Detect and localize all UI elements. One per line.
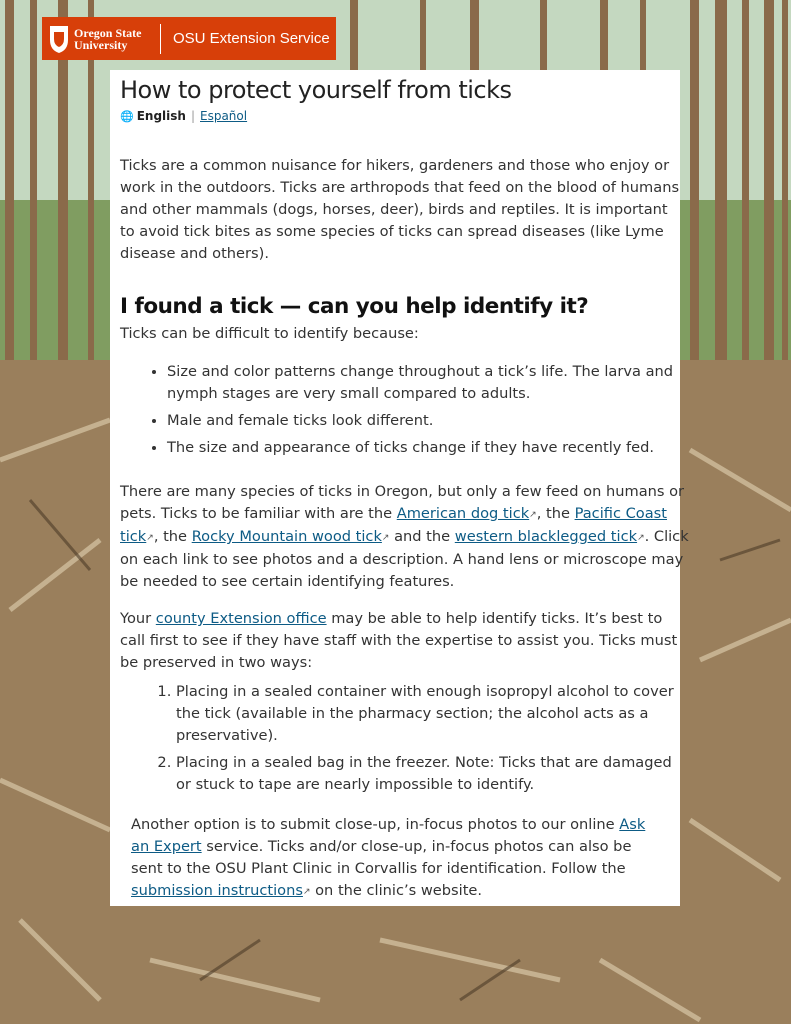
american-dog-tick-link[interactable]: American dog tick xyxy=(396,505,530,522)
ask-an-expert-link[interactable]: Ask an Expert xyxy=(131,816,646,855)
text-segment: Another option is to submit close-up, in-focus photos to our online xyxy=(131,816,620,833)
osu-header-bar[interactable] xyxy=(42,17,336,60)
language-separator: | xyxy=(190,109,195,123)
pacific-coast-tick-link[interactable]: Pacific Coast tick xyxy=(120,505,668,545)
text-segment: and the xyxy=(389,528,455,545)
submission-instructions-link[interactable]: submission instructions xyxy=(131,882,303,899)
page-title: How to protect yourself from ticks xyxy=(120,76,512,104)
section-heading: I found a tick — can you help identify it? xyxy=(120,294,589,319)
county-extension-office-link[interactable]: county Extension office xyxy=(155,610,327,627)
text-segment: . Click on each link to see photos and a description. A hand lens or microscope may be needed to see certain identifying features. xyxy=(120,528,689,590)
spanish-language-link[interactable]: Español xyxy=(200,109,248,123)
text-segment: , the xyxy=(536,505,575,522)
text-segment: may be able to help identify ticks. It’s best to call first to see if they have staff with the expertise to assist you. Ticks must be preserved in two ways: xyxy=(120,610,678,671)
header-divider xyxy=(160,24,161,54)
county-paragraph xyxy=(120,608,680,674)
rocky-mountain-wood-tick-link[interactable]: Rocky Mountain wood tick xyxy=(191,528,382,545)
list-item: 2. Placing in a sealed bag in the freezer. Note: Ticks that are damaged or stuck to tape are nearly impossible to identify. xyxy=(176,752,675,796)
article-card xyxy=(110,70,689,906)
language-switcher xyxy=(120,109,247,123)
osu-shield-icon xyxy=(48,24,70,54)
logo-line-2: University xyxy=(74,37,128,52)
external-link-icon: ↗ xyxy=(637,533,645,543)
species-paragraph xyxy=(120,481,690,593)
identification-bullets xyxy=(120,361,675,464)
current-language: English xyxy=(136,109,186,123)
text-segment: There are many species of ticks in Oregon, but only a few feed on humans or pets. Ticks to be familiar with are the xyxy=(120,483,685,522)
text-segment: on the clinic’s website. xyxy=(310,882,483,899)
list-item: • Size and color patterns change throughout a tick’s life. The larva and nymph stages are very small compared to adults. xyxy=(167,361,675,405)
lead-paragraph: Ticks can be difficult to identify because: xyxy=(120,325,419,342)
external-link-icon: ↗ xyxy=(529,510,537,520)
globe-icon: 🌐 xyxy=(120,109,134,123)
text-segment: Your xyxy=(120,610,156,627)
external-link-icon: ↗ xyxy=(381,533,390,543)
text-segment: service. Ticks and/or close-up, in-focus photos can also be sent to the OSU Plant Clinic in Corvallis for identification. Follow the xyxy=(131,838,632,877)
intro-paragraph: Ticks are a common nuisance for hikers, gardeners and those who enjoy or work in the outdoors. Ticks are arthropods that feed on the blood of humans and other mammals (dogs, horses, deer), birds and reptiles. It is important to avoid tick bites as some species of ticks can spread diseases (like Lyme disease and others). xyxy=(120,157,680,262)
western-blacklegged-tick-link[interactable]: western blacklegged tick xyxy=(454,528,638,545)
external-link-icon: ↗ xyxy=(146,533,154,543)
another-option-paragraph xyxy=(131,814,661,903)
list-item: • The size and appearance of ticks change if they have recently fed. xyxy=(167,437,675,459)
text-segment: , the xyxy=(153,528,192,545)
list-item: • Male and female ticks look different. xyxy=(167,410,675,432)
external-link-icon: ↗ xyxy=(302,887,311,897)
logo-line-1: Oregon State xyxy=(74,25,142,40)
osu-logo-text[interactable] xyxy=(74,27,154,51)
list-item: 1. Placing in a sealed container with enough isopropyl alcohol to cover the tick (available in the pharmacy section; the alcohol acts as a preservative). xyxy=(176,681,675,747)
extension-service-link[interactable]: OSU Extension Service xyxy=(173,30,330,47)
preservation-steps xyxy=(120,681,675,801)
